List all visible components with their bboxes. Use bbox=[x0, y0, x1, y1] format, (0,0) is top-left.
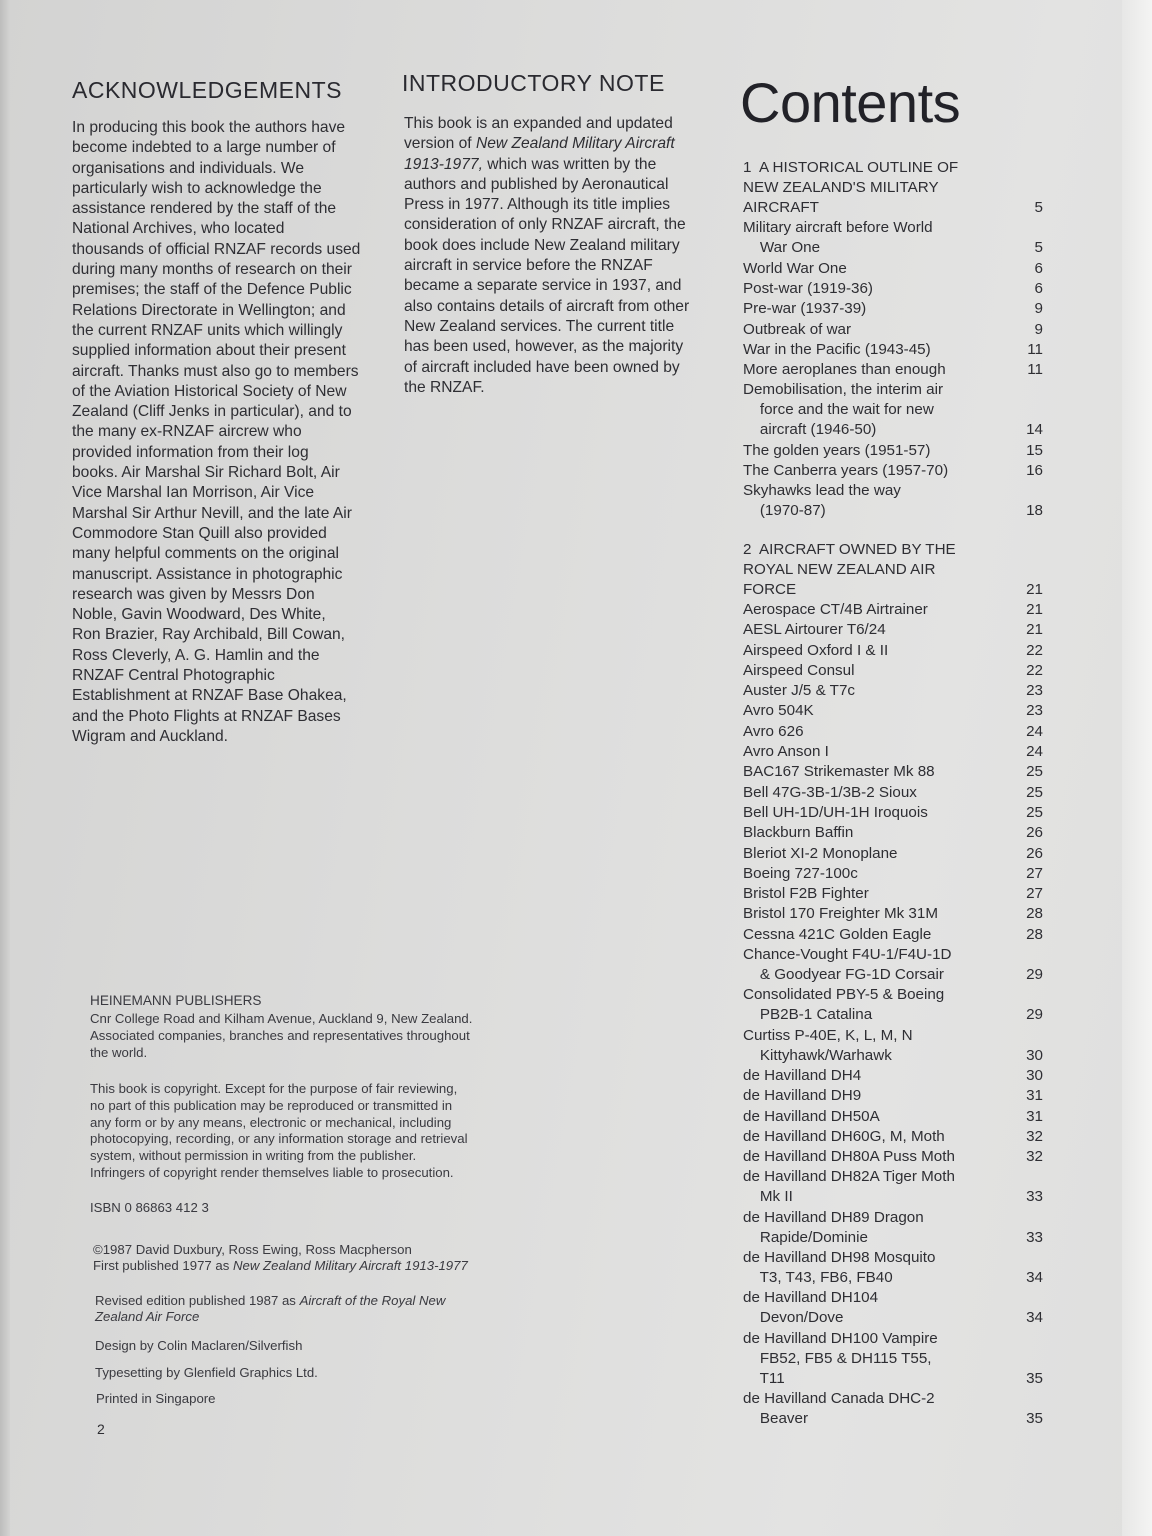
toc-page-number: 33 bbox=[1026, 1228, 1043, 1246]
acknowledgements-line: provided information from their log bbox=[72, 443, 309, 461]
toc-entry bbox=[743, 762, 1043, 782]
acknowledgements-line: RNZAF Central Photographic bbox=[72, 667, 275, 685]
toc-entry bbox=[743, 803, 1043, 823]
toc-page-number: 6 bbox=[1034, 259, 1043, 277]
toc-entry bbox=[743, 701, 1043, 721]
toc-entry-text: Boeing 727-100c bbox=[743, 864, 858, 882]
toc-entry bbox=[743, 864, 1043, 884]
toc-entry bbox=[743, 722, 1043, 742]
contents-title: Contents bbox=[740, 71, 961, 134]
acknowledgements-line: and the Photo Flights at RNZAF Bases bbox=[72, 707, 341, 725]
copyright-authors: ©1987 David Duxbury, Ross Ewing, Ross Macpherson bbox=[93, 1242, 412, 1257]
toc-entry bbox=[743, 299, 1043, 319]
intro-line: consideration of only RNZAF aircraft, the bbox=[404, 216, 686, 234]
page-edge bbox=[1122, 0, 1152, 1536]
toc-entry-text: Skyhawks lead the way bbox=[743, 482, 901, 500]
toc-entry-text: AIRCRAFT bbox=[743, 199, 819, 216]
printed-in: Printed in Singapore bbox=[96, 1391, 216, 1406]
toc-entry bbox=[743, 1066, 1043, 1086]
intro-line: also contains details of aircraft from other bbox=[404, 297, 690, 315]
toc-entry-text: de Havilland DH100 Vampire bbox=[743, 1329, 938, 1347]
toc-entry-text: Bristol 170 Freighter Mk 31M bbox=[743, 905, 938, 923]
toc-entry-text: de Havilland DH4 bbox=[743, 1066, 862, 1084]
toc-entry bbox=[743, 218, 1043, 258]
toc-entry-text: Bleriot XI-2 Monoplane bbox=[743, 844, 898, 862]
publisher-address bbox=[90, 1011, 472, 1061]
toc-entry-text: Aerospace CT/4B Airtrainer bbox=[743, 600, 928, 618]
toc-entry-text: T11 bbox=[743, 1369, 785, 1387]
acknowledgements-text bbox=[72, 118, 360, 747]
acknowledgements-line: premises; the staff of the Defence Public bbox=[72, 281, 352, 299]
toc-entry-text: World War One bbox=[743, 259, 847, 277]
toc-entry bbox=[743, 441, 1043, 461]
toc-entry bbox=[743, 1127, 1043, 1147]
toc-entry-text: War in the Pacific (1943-45) bbox=[743, 340, 931, 358]
toc-entry bbox=[743, 1107, 1043, 1127]
publisher-name: HEINEMANN PUBLISHERS bbox=[90, 993, 262, 1008]
isbn: ISBN 0 86863 412 3 bbox=[90, 1200, 209, 1215]
toc-entry bbox=[743, 1167, 1043, 1207]
introductory-note-heading: INTRODUCTORY NOTE bbox=[402, 70, 665, 96]
toc-entry bbox=[743, 540, 1043, 600]
toc-entry-text: Bristol F2B Fighter bbox=[743, 885, 869, 903]
toc-page-number: 34 bbox=[1026, 1269, 1043, 1286]
toc-page-number: 25 bbox=[1026, 783, 1043, 801]
toc-entry-text: de Havilland DH89 Dragon bbox=[743, 1208, 924, 1226]
toc-page-number: 32 bbox=[1026, 1127, 1043, 1145]
toc-entry-text: force and the wait for new bbox=[743, 401, 934, 419]
acknowledgements-line: Noble, Gavin Woodward, Des White, bbox=[72, 606, 326, 624]
toc-entry-text: Rapide/Dominie bbox=[743, 1228, 868, 1246]
toc-entry-text: Auster J/5 & T7c bbox=[743, 682, 855, 700]
toc-page-number: 14 bbox=[1026, 421, 1043, 439]
toc-page-number: 28 bbox=[1026, 925, 1043, 943]
toc-entry-text: T3, T43, FB6, FB40 bbox=[743, 1269, 893, 1286]
toc-page-number: 24 bbox=[1026, 722, 1043, 740]
address-line: the world. bbox=[90, 1044, 148, 1060]
toc-entry-text: Avro Anson I bbox=[743, 743, 829, 760]
toc-entry-text: Pre-war (1937-39) bbox=[743, 300, 867, 318]
acknowledgements-line: of the Aviation Historical Society of New bbox=[72, 382, 347, 400]
toc-entry bbox=[743, 320, 1043, 340]
toc-entry bbox=[743, 279, 1043, 299]
acknowledgements-line: many helpful comments on the original bbox=[72, 545, 339, 563]
toc-entry-text: Mk II bbox=[743, 1188, 793, 1206]
toc-entry-text: de Havilland DH80A Puss Moth bbox=[743, 1148, 955, 1166]
toc-entry bbox=[743, 600, 1043, 620]
toc-page-number: 26 bbox=[1026, 824, 1043, 842]
toc-entry-text: Post-war (1919-36) bbox=[743, 279, 873, 297]
table-of-contents bbox=[743, 158, 1047, 1427]
toc-entry bbox=[743, 742, 1043, 762]
intro-line: version of New Zealand Military Aircraft bbox=[404, 135, 675, 153]
toc-page-number: 23 bbox=[1026, 702, 1043, 720]
first-published: First published 1977 as New Zealand Military Aircraft 1913-1977 bbox=[93, 1258, 468, 1273]
acknowledgements-line: Zealand (Cliff Jenks in particular), and to bbox=[72, 403, 352, 421]
toc-page-number: 11 bbox=[1027, 361, 1043, 379]
toc-page-number: 26 bbox=[1026, 844, 1043, 862]
toc-entry-text: de Havilland Canada DHC-2 bbox=[743, 1389, 935, 1407]
toc-entry bbox=[743, 1248, 1043, 1288]
page-gutter-shadow bbox=[0, 0, 10, 1536]
toc-entry-text: BAC167 Strikemaster Mk 88 bbox=[743, 763, 935, 781]
acknowledgements-line: thousands of official RNZAF records used bbox=[72, 240, 361, 258]
acknowledgements-line: Commodore Stan Quill also provided bbox=[72, 524, 327, 542]
acknowledgements-heading: ACKNOWLEDGEMENTS bbox=[72, 77, 342, 103]
acknowledgements-line: Marshal Sir Arthur Nevill, and the late Air bbox=[72, 504, 352, 522]
acknowledgements-line: Wigram and Auckland. bbox=[72, 727, 229, 745]
toc-entry bbox=[743, 1026, 1043, 1066]
toc-page-number: 31 bbox=[1026, 1087, 1043, 1105]
acknowledgements-line: Relations Directorate in Wellington; and bbox=[72, 301, 346, 319]
toc-entry-text: Kittyhawk/Warhawk bbox=[743, 1046, 892, 1064]
copyright-line: no part of this publication may be reproduced or transmitted in bbox=[90, 1097, 453, 1113]
toc-entry bbox=[743, 380, 1043, 440]
toc-entry-text: Curtiss P-40E, K, L, M, N bbox=[743, 1026, 913, 1044]
toc-page-number: 28 bbox=[1026, 905, 1043, 923]
copyright-line: photocopying, recording, or any information storage and retrieval bbox=[90, 1131, 468, 1147]
toc-entry-text: The golden years (1951-57) bbox=[743, 441, 931, 459]
copyright-line: This book is copyright. Except for the purpose of fair reviewing, bbox=[90, 1081, 458, 1096]
toc-page-number: 35 bbox=[1026, 1369, 1043, 1387]
toc-entry-text: 1 A HISTORICAL OUTLINE OF bbox=[743, 159, 959, 176]
toc-entry-text: de Havilland DH60G, M, Moth bbox=[743, 1127, 945, 1145]
toc-entry bbox=[743, 884, 1043, 904]
acknowledgements-line: National Archives, who located bbox=[72, 220, 285, 238]
toc-entry-text: FORCE bbox=[743, 580, 797, 598]
toc-page-number: 5 bbox=[1034, 199, 1043, 216]
toc-entry-text: NEW ZEALAND'S MILITARY bbox=[743, 179, 939, 196]
toc-entry-text: More aeroplanes than enough bbox=[743, 361, 946, 379]
toc-page-number: 21 bbox=[1026, 621, 1043, 639]
introductory-note-text bbox=[404, 114, 689, 398]
toc-entry bbox=[743, 1288, 1043, 1328]
acknowledgements-line: aircraft. Thanks must also go to members bbox=[72, 362, 359, 380]
toc-entry-text: Military aircraft before World bbox=[743, 219, 933, 237]
toc-page-number: 15 bbox=[1026, 441, 1043, 459]
toc-page-number: 34 bbox=[1026, 1309, 1043, 1327]
intro-line: book does include New Zealand military bbox=[404, 236, 680, 254]
toc-entry bbox=[743, 620, 1043, 640]
acknowledgements-line: organisations and individuals. We bbox=[72, 159, 305, 177]
toc-entry bbox=[743, 1086, 1043, 1106]
intro-line: became a separate service in 1937, and bbox=[404, 277, 682, 295]
toc-entry-text: Cessna 421C Golden Eagle bbox=[743, 925, 932, 943]
toc-entry-text: Airspeed Oxford I & II bbox=[743, 641, 889, 659]
intro-line: aircraft in service before the RNZAF bbox=[404, 257, 653, 275]
copyright-line: Infringers of copyright render themselves liable to prosecution. bbox=[90, 1164, 454, 1180]
toc-entry bbox=[743, 783, 1043, 803]
acknowledgements-line: the current RNZAF units which willingly bbox=[72, 321, 343, 339]
acknowledgements-line: become indebted to a large number of bbox=[72, 139, 336, 157]
acknowledgements-line: Ross Cleverly, A. G. Hamlin and the bbox=[72, 646, 320, 664]
toc-entry-text: de Havilland DH104 bbox=[743, 1289, 879, 1307]
acknowledgements-line: supplied information about their present bbox=[72, 342, 346, 360]
toc-entry-text: Avro 504K bbox=[743, 702, 814, 720]
toc-page-number: 27 bbox=[1026, 885, 1043, 903]
acknowledgements-line: Ron Brazier, Ray Archibald, Bill Cowan, bbox=[72, 626, 346, 644]
copyright-notice bbox=[90, 1081, 468, 1182]
intro-line: Press in 1977. Although its title implies bbox=[404, 196, 671, 214]
toc-entry-text: aircraft (1946-50) bbox=[743, 421, 877, 439]
toc-entry bbox=[743, 340, 1043, 360]
typesetting-credit: Typesetting by Glenfield Graphics Ltd. bbox=[95, 1365, 318, 1380]
acknowledgements-line: Establishment at RNZAF Base Ohakea, bbox=[72, 687, 347, 705]
toc-page-number: 29 bbox=[1026, 966, 1043, 983]
toc-entry bbox=[743, 461, 1043, 481]
acknowledgements-line: during many months of research on their bbox=[72, 261, 352, 279]
toc-entry-text: PB2B-1 Catalina bbox=[743, 1006, 873, 1024]
toc-entry bbox=[743, 985, 1043, 1025]
toc-entry-text: Beaver bbox=[743, 1409, 808, 1427]
acknowledgements-line: In producing this book the authors have bbox=[72, 119, 346, 136]
toc-page-number: 21 bbox=[1026, 600, 1043, 618]
toc-entry bbox=[743, 681, 1043, 701]
acknowledgements-line: particularly wish to acknowledge the bbox=[72, 179, 322, 197]
toc-entry bbox=[743, 1389, 1043, 1429]
toc-entry-text: Outbreak of war bbox=[743, 320, 852, 338]
toc-entry-text: Devon/Dove bbox=[743, 1309, 844, 1327]
toc-page-number: 31 bbox=[1026, 1107, 1043, 1125]
toc-page-number: 9 bbox=[1034, 300, 1043, 318]
toc-entry-text: AESL Airtourer T6/24 bbox=[743, 621, 886, 639]
toc-page-number: 18 bbox=[1026, 502, 1043, 520]
intro-line: New Zealand services. The current title bbox=[404, 317, 675, 335]
intro-line: authors and published by Aeronautical bbox=[404, 175, 669, 193]
toc-entry bbox=[743, 844, 1043, 864]
toc-page-number: 35 bbox=[1026, 1409, 1043, 1427]
toc-entry bbox=[743, 904, 1043, 924]
toc-page-number: 11 bbox=[1027, 340, 1043, 358]
book-title-italic: New Zealand Military Aircraft bbox=[475, 135, 675, 153]
toc-entry-text: Consolidated PBY-5 & Boeing bbox=[743, 986, 945, 1004]
copyright-line: system, without permission in writing from the publisher. bbox=[90, 1148, 417, 1164]
toc-entry-text: Chance-Vought F4U-1/F4U-1D bbox=[743, 946, 952, 963]
toc-entry-text: The Canberra years (1957-70) bbox=[743, 462, 949, 479]
acknowledgements-line: assistance rendered by the staff of the bbox=[72, 200, 337, 218]
toc-entry bbox=[743, 925, 1043, 945]
toc-entry-text: & Goodyear FG-1D Corsair bbox=[743, 966, 944, 983]
toc-page-number: 29 bbox=[1026, 1006, 1043, 1024]
toc-page-number: 21 bbox=[1026, 580, 1043, 598]
toc-page-number: 22 bbox=[1026, 661, 1043, 679]
toc-entry bbox=[743, 945, 1043, 985]
toc-entry bbox=[743, 1147, 1043, 1167]
toc-entry-text: de Havilland DH50A bbox=[743, 1107, 880, 1125]
toc-entry bbox=[743, 641, 1043, 661]
toc-page-number: 25 bbox=[1026, 763, 1043, 781]
acknowledgements-line: manuscript. Assistance in photographic bbox=[72, 565, 343, 583]
toc-entry-text: de Havilland DH82A Tiger Moth bbox=[743, 1168, 955, 1186]
intro-line: This book is an expanded and updated bbox=[404, 115, 673, 132]
toc-entry-text: Demobilisation, the interim air bbox=[743, 381, 944, 399]
toc-entry bbox=[743, 481, 1043, 521]
toc-entry bbox=[743, 1329, 1043, 1389]
intro-line: 1913-1977, which was written by the bbox=[404, 155, 657, 173]
toc-page-number: 33 bbox=[1026, 1188, 1043, 1206]
intro-line: has been used, however, as the majority bbox=[404, 338, 684, 356]
copyright-line: any form or by any means, electronic or mechanical, including bbox=[90, 1114, 452, 1130]
toc-entry-text: 2 AIRCRAFT OWNED BY THE bbox=[743, 540, 956, 558]
design-credit: Design by Colin Maclaren/Silverfish bbox=[95, 1338, 303, 1353]
toc-page-number: 16 bbox=[1026, 462, 1043, 479]
toc-entry-text: (1970-87) bbox=[743, 502, 826, 520]
revised-edition-cont: Zealand Air Force bbox=[95, 1309, 200, 1324]
toc-entry bbox=[743, 823, 1043, 843]
toc-page-number: 9 bbox=[1034, 320, 1043, 338]
toc-page-number: 22 bbox=[1026, 641, 1043, 659]
toc-page-number: 30 bbox=[1026, 1066, 1043, 1084]
toc-entry-text: ROYAL NEW ZEALAND AIR bbox=[743, 560, 936, 578]
toc-page-number: 5 bbox=[1034, 239, 1043, 257]
toc-page-number: 32 bbox=[1026, 1148, 1043, 1166]
toc-entry bbox=[743, 158, 1043, 218]
intro-line: of aircraft included have been owned by bbox=[404, 358, 680, 376]
revised-edition: Revised edition published 1987 as Aircraft of the Royal New bbox=[95, 1293, 446, 1308]
toc-page-number: 30 bbox=[1026, 1046, 1043, 1064]
book-years-italic: 1913-1977, bbox=[404, 155, 483, 173]
toc-page-number: 27 bbox=[1026, 864, 1043, 882]
toc-page-number: 23 bbox=[1026, 682, 1043, 700]
acknowledgements-line: the many ex-RNZAF aircrew who bbox=[72, 423, 302, 441]
toc-page-number: 24 bbox=[1026, 743, 1043, 760]
toc-entry-text: Bell UH-1D/UH-1H Iroquois bbox=[743, 803, 928, 821]
toc-page-number: 25 bbox=[1026, 803, 1043, 821]
address-line: Cnr College Road and Kilham Avenue, Auckland 9, New Zealand. bbox=[90, 1011, 473, 1026]
toc-entry bbox=[743, 1208, 1043, 1248]
toc-entry-text: Blackburn Baffin bbox=[743, 824, 854, 842]
toc-entry bbox=[743, 259, 1043, 279]
toc-entry bbox=[743, 360, 1043, 380]
toc-entry-text: de Havilland DH9 bbox=[743, 1087, 862, 1105]
acknowledgements-line: Vice Marshal Ian Morrison, Air Vice bbox=[72, 484, 315, 502]
toc-entry-text: de Havilland DH98 Mosquito bbox=[743, 1249, 936, 1266]
address-line: Associated companies, branches and representatives throughout bbox=[90, 1027, 470, 1043]
toc-entry-text: Bell 47G-3B-1/3B-2 Sioux bbox=[743, 783, 917, 801]
acknowledgements-line: books. Air Marshal Sir Richard Bolt, Air bbox=[72, 464, 340, 482]
toc-entry-text: Airspeed Consul bbox=[743, 661, 855, 679]
intro-line: the RNZAF. bbox=[404, 378, 485, 396]
toc-entry-text: FB52, FB5 & DH115 T55, bbox=[743, 1349, 932, 1367]
acknowledgements-line: research was given by Messrs Don bbox=[72, 585, 315, 603]
toc-entry-text: Avro 626 bbox=[743, 722, 804, 740]
toc-entry-text: War One bbox=[743, 239, 821, 257]
toc-entry bbox=[743, 661, 1043, 681]
page-number: 2 bbox=[97, 1421, 105, 1437]
toc-page-number: 6 bbox=[1034, 279, 1043, 297]
